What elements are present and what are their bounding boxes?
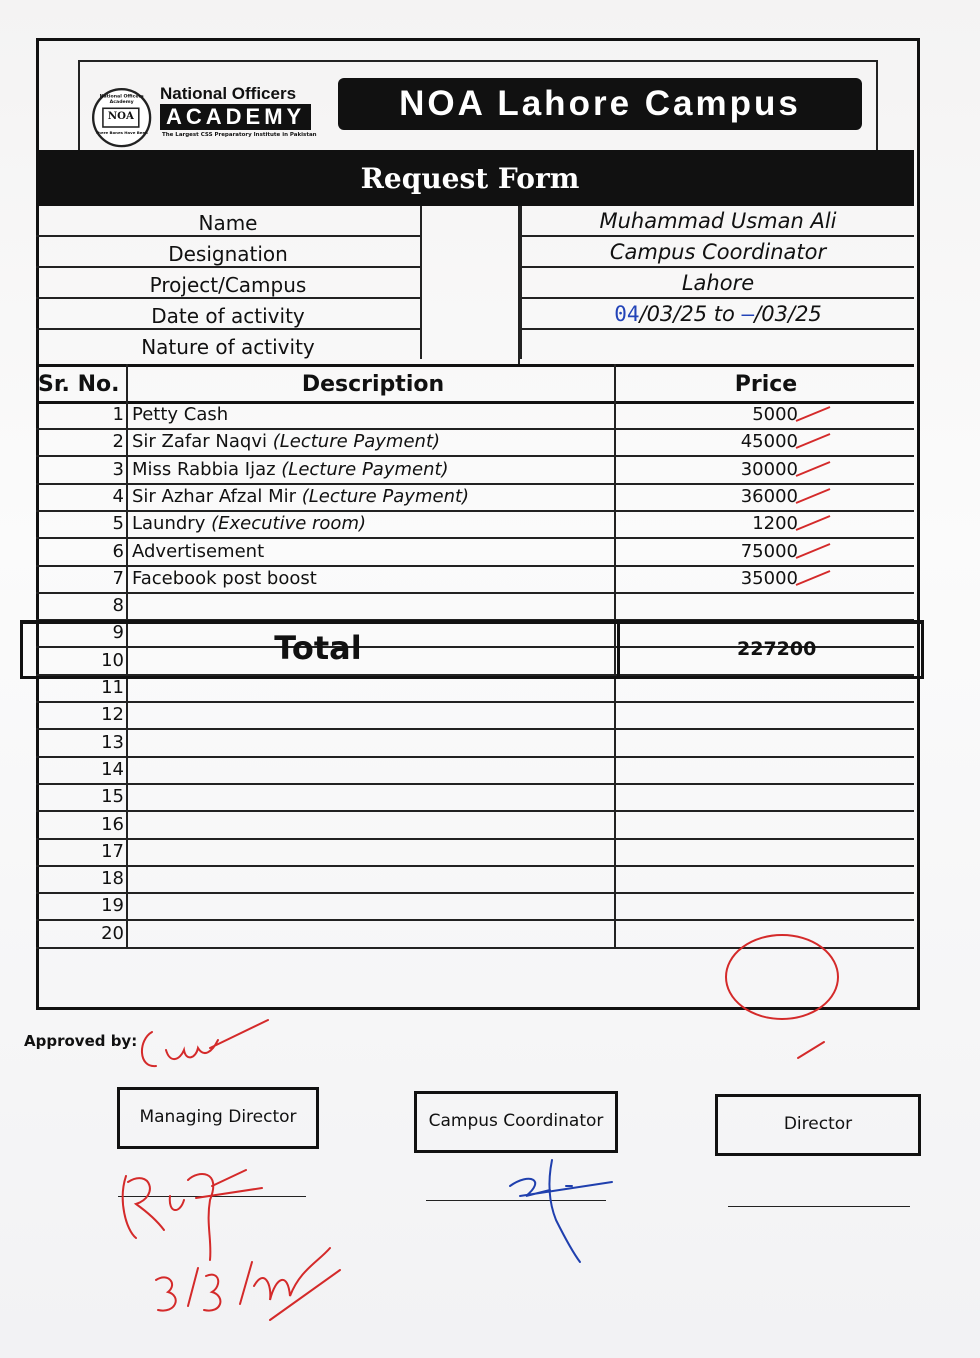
project-label: Project/Campus: [36, 268, 422, 299]
row-serial-number: 17: [101, 840, 124, 862]
director-box: Director: [715, 1094, 921, 1156]
header-price: Price: [734, 372, 798, 397]
managing-director-signature: [123, 1170, 262, 1260]
row-serial-number: 15: [101, 786, 124, 808]
date-handwritten-dash: –: [741, 302, 755, 326]
row-description-text: Facebook post boost: [132, 567, 317, 589]
designation-label: Designation: [36, 237, 422, 268]
brand-name-line1: National Officers: [160, 84, 297, 103]
red-ink-marks: [123, 935, 838, 1320]
row-description-text: Sir Azhar Afzal Mir: [132, 485, 302, 507]
row-serial-number: 2: [112, 431, 124, 453]
nature-label: Nature of activity: [36, 330, 422, 359]
row-description-note: (Lecture Payment): [281, 458, 449, 480]
row-price: 35000: [740, 567, 798, 589]
row-price: 5000: [752, 404, 798, 425]
header-description: Description: [301, 372, 445, 397]
row-serial-number: 14: [101, 758, 124, 780]
row-price: 45000: [740, 431, 798, 453]
row-price: 30000: [740, 458, 798, 480]
row-serial-number: 3: [112, 458, 124, 480]
date-handwritten-day: 04: [614, 302, 640, 326]
row-serial-number: 9: [112, 622, 124, 644]
row-serial-number: 12: [101, 704, 124, 726]
seal-motto: There Bones Have Been: [95, 130, 148, 136]
campus-coordinator-box: Campus Coordinator: [414, 1091, 618, 1153]
project-value: Lahore: [520, 268, 914, 299]
designation-value: Campus Coordinator: [520, 237, 914, 268]
date-value-part1: /03/25 to: [639, 302, 735, 326]
row-description-note: (Executive room): [211, 513, 366, 535]
approved-by-label: Approved by:: [24, 1032, 138, 1050]
brand-tagline: The Largest CSS Preparatory Institute in Pakistan: [162, 132, 317, 138]
row-description-text: Miss Rabbia Ijaz: [132, 458, 282, 480]
row-serial-number: 16: [101, 813, 124, 835]
row-serial-number: 7: [112, 567, 124, 589]
campus-coordinator-signature: [510, 1160, 612, 1262]
total-circle-mark: [726, 935, 838, 1019]
row-description-text: Petty Cash: [132, 404, 229, 425]
row-serial-number: 18: [101, 868, 124, 890]
name-label: Name: [36, 206, 422, 237]
row-description-text: Laundry: [132, 513, 212, 535]
row-serial-number: 20: [101, 922, 124, 944]
brand-name-line2: ACADEMY: [160, 104, 311, 130]
row-serial-number: 13: [101, 731, 124, 753]
row-serial-number: 10: [101, 649, 124, 671]
row-serial-number: 4: [112, 485, 124, 507]
name-value: Muhammad Usman Ali: [520, 206, 914, 237]
managing-director-box: Managing Director: [117, 1087, 319, 1149]
approval-initials-signature: [142, 1020, 268, 1066]
form-title: Request Form: [360, 162, 580, 195]
header-sr-no: Sr. No.: [38, 372, 120, 397]
row-serial-number: 5: [112, 513, 124, 535]
row-serial-number: 6: [112, 540, 124, 562]
row-description-text: Advertisement: [132, 540, 265, 562]
total-label: Total: [274, 629, 362, 667]
blue-ink-marks: [510, 1160, 612, 1262]
date-label: Date of activity: [36, 299, 422, 330]
row-serial-number: 1: [112, 404, 124, 425]
row-description-note: (Lecture Payment): [272, 431, 441, 453]
seal-arc-text: National Officers Academy: [99, 93, 144, 105]
total-value: 227200: [737, 638, 817, 660]
red-tick-director: [798, 1042, 824, 1058]
row-serial-number: 11: [101, 677, 124, 698]
date-value-part2: /03/25: [754, 302, 822, 326]
row-serial-number: 8: [112, 595, 124, 617]
seal-mark: NOA: [102, 108, 139, 128]
row-price: 36000: [740, 485, 798, 507]
row-description-note: (Lecture Payment): [301, 485, 470, 507]
handwritten-date-3-3: [156, 1248, 340, 1320]
campus-title-banner: NOA Lahore Campus: [338, 78, 862, 130]
row-price: 1200: [752, 513, 798, 535]
row-description-text: Sir Zafar Naqvi: [132, 431, 273, 453]
row-price: 75000: [740, 540, 798, 562]
row-serial-number: 19: [101, 895, 124, 917]
